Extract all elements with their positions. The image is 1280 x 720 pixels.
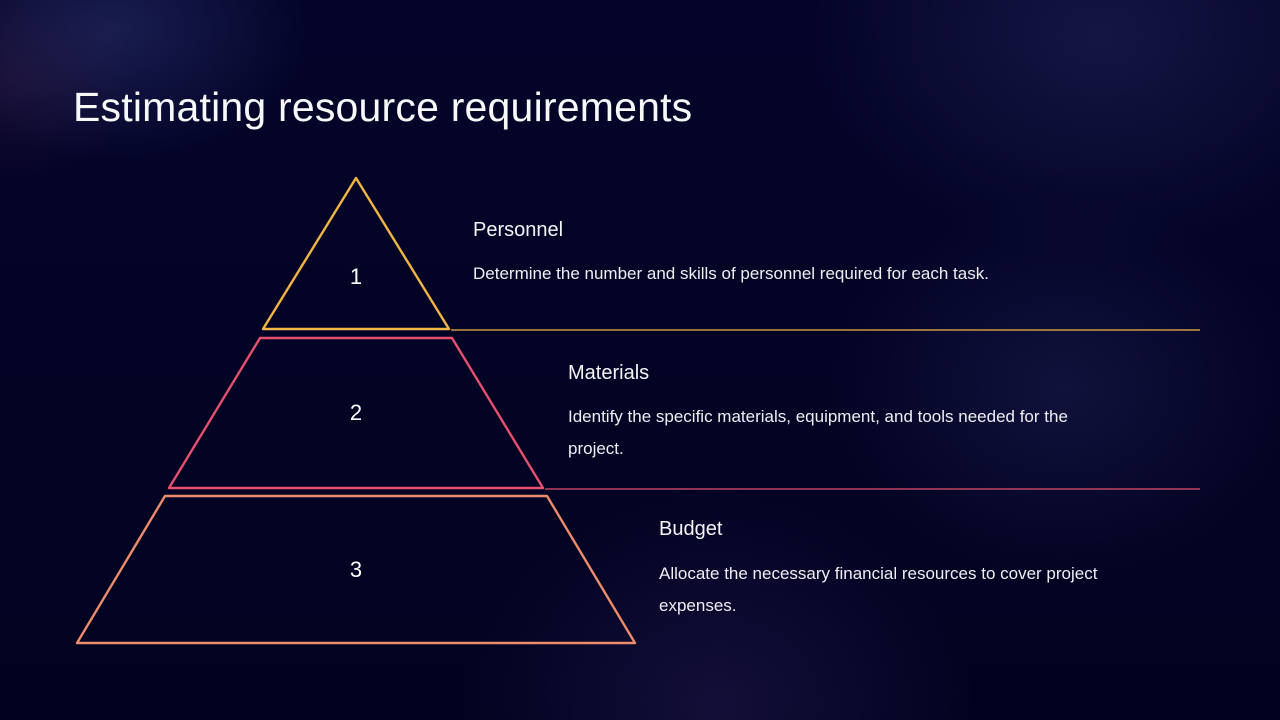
pyramid-level-1-shape <box>263 178 449 329</box>
pyramid-level-3-number: 3 <box>349 557 363 582</box>
section-description-line: expenses. <box>659 596 737 615</box>
section-materials-heading: Materials <box>568 362 650 384</box>
pyramid-level-1-number: 1 <box>349 264 363 289</box>
section-description-line: Identify the specific materials, equipment, and tools needed for the <box>568 407 1068 426</box>
section-description-line: Allocate the necessary financial resources to cover project <box>659 564 1098 583</box>
section-description-line: Determine the number and skills of personnel required for each task. <box>473 264 989 283</box>
section-personnel <box>473 217 989 283</box>
pyramid-level-2-number: 2 <box>349 400 363 425</box>
section-personnel-heading: Personnel <box>473 219 564 241</box>
section-budget-description <box>659 558 1097 622</box>
section-personnel-description <box>473 258 989 290</box>
section-description-line: project. <box>568 439 624 458</box>
section-materials <box>568 360 1068 458</box>
section-budget-heading: Budget <box>659 518 723 540</box>
slide-title: Estimating resource requirements <box>73 84 693 130</box>
section-materials-description <box>568 401 1068 465</box>
section-budget <box>659 516 1098 615</box>
